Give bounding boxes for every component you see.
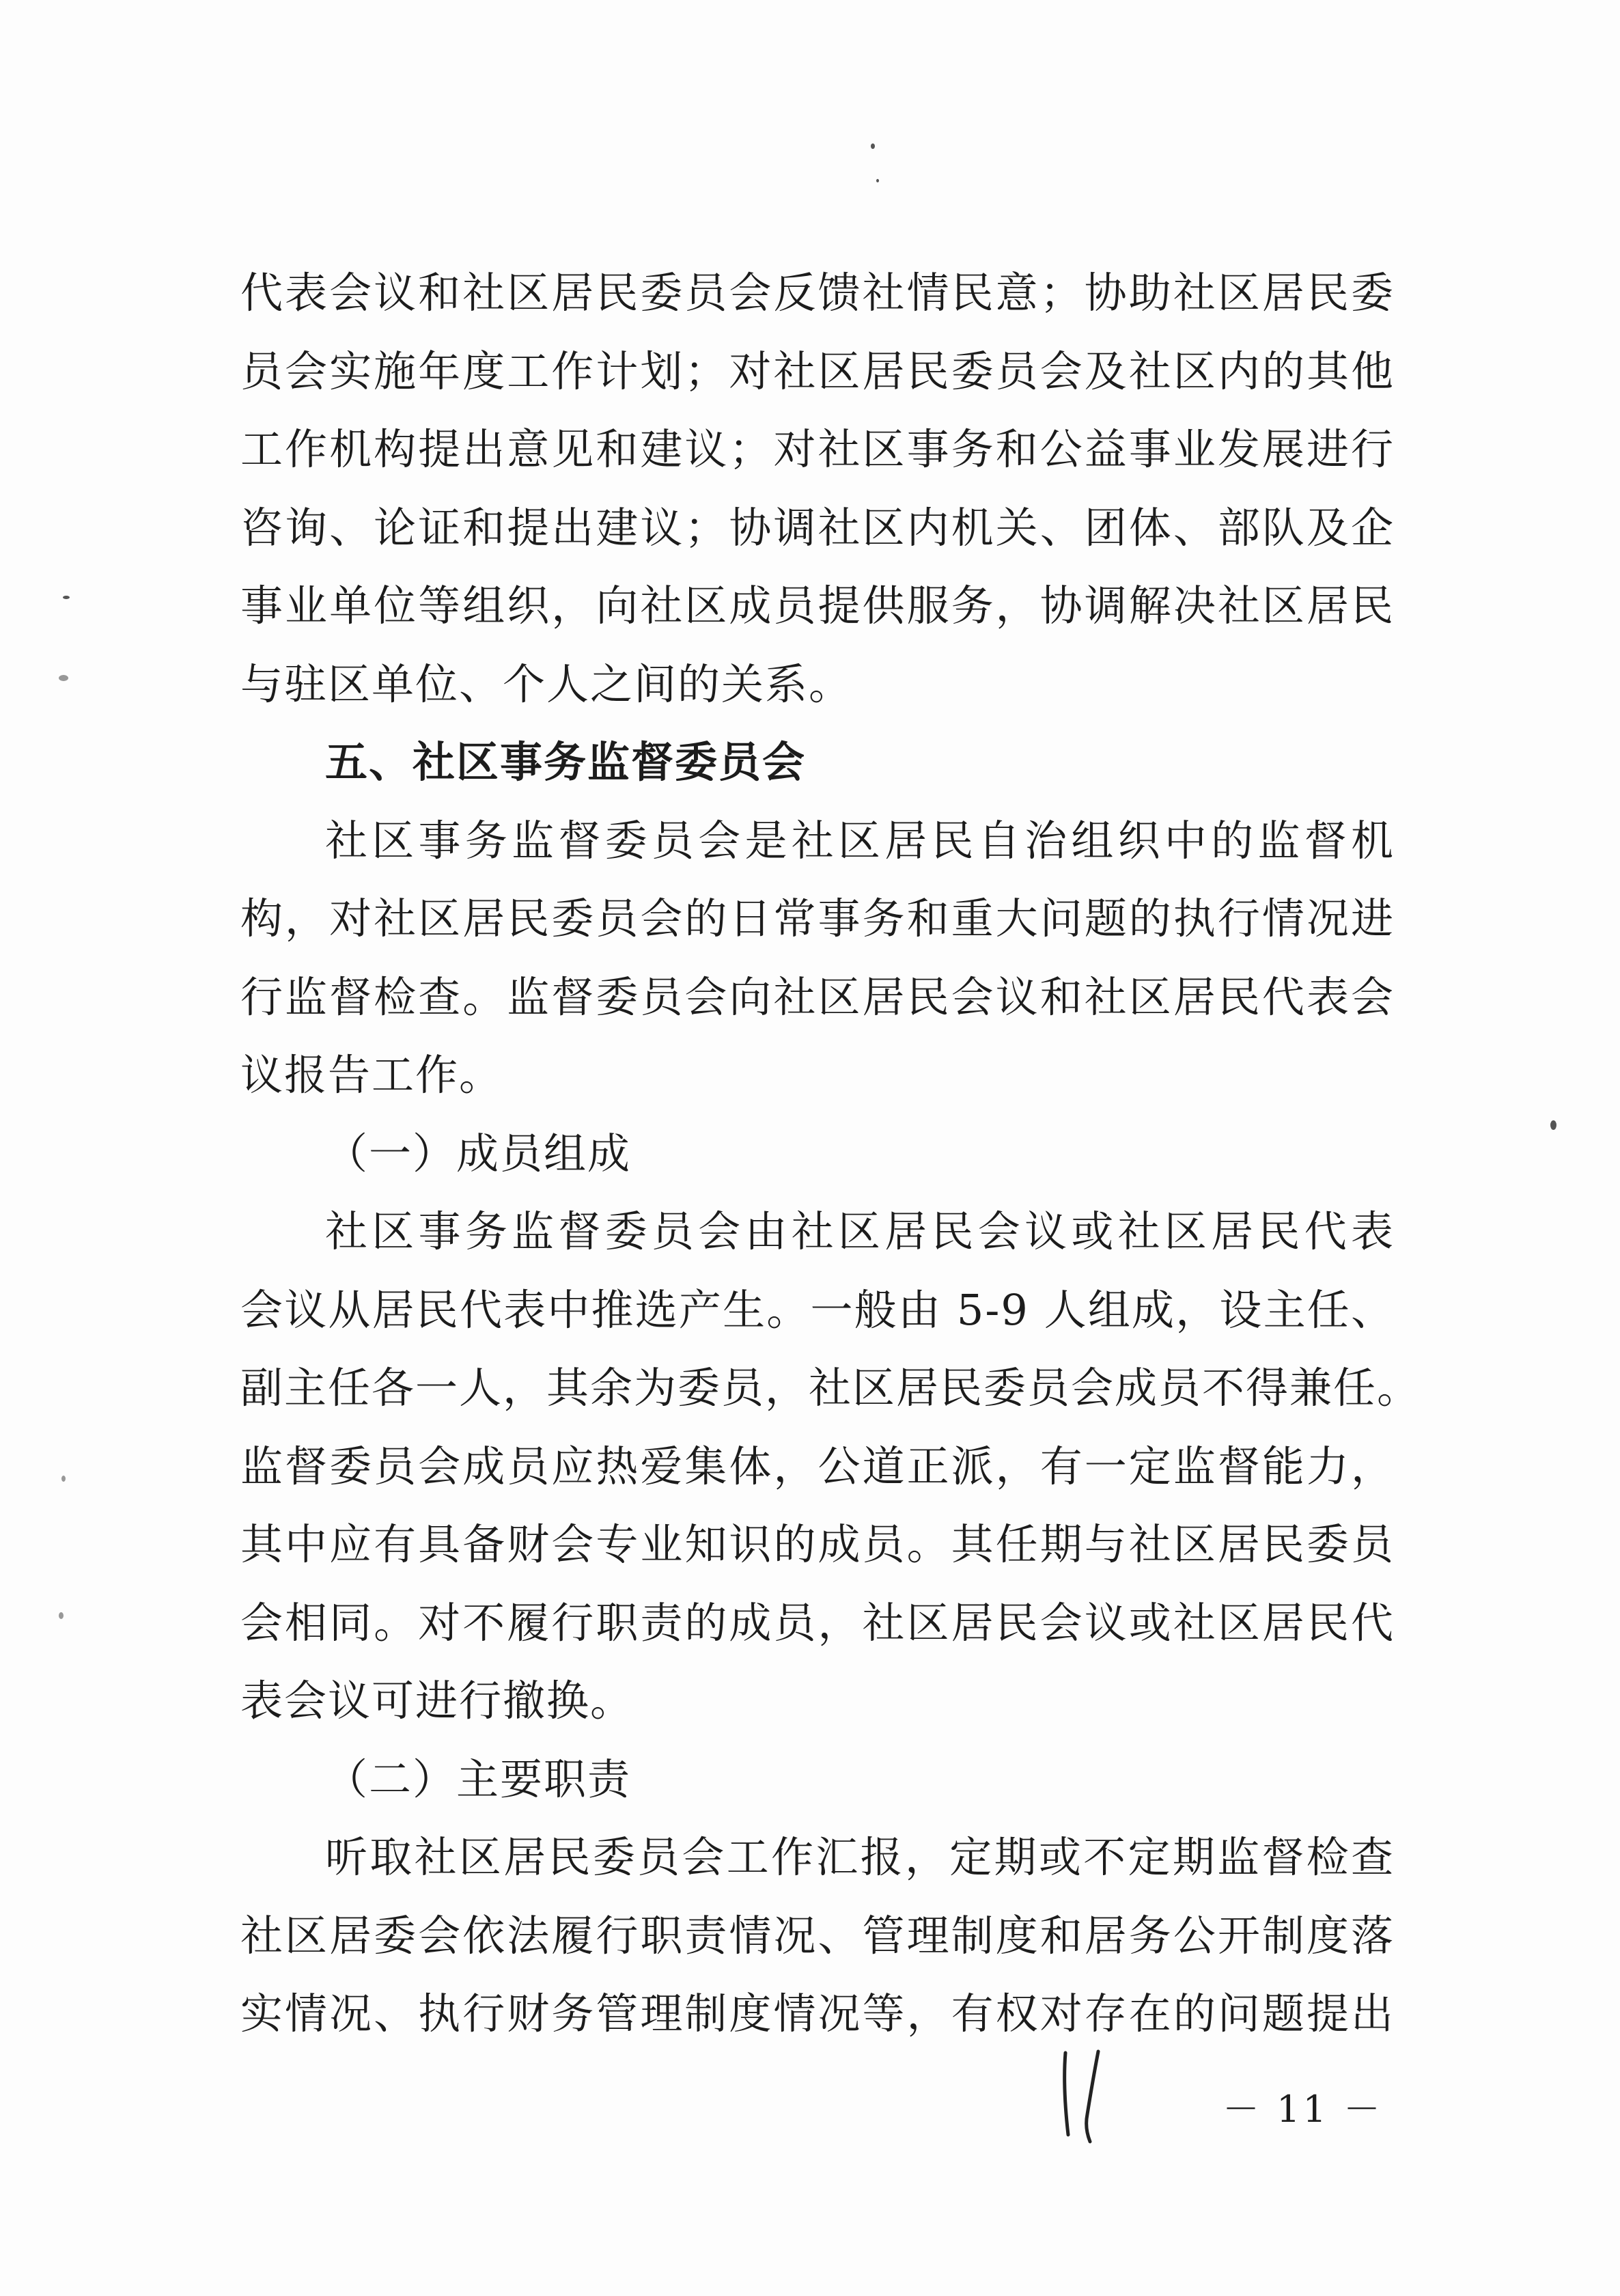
scan-speck [871,143,875,149]
body-line: 社区事务监督委员会是社区居民自治组织中的监督机 [325,815,1395,866]
body-line: 会议从居民代表中推选产生。一般由 5-9 人组成，设主任、 [240,1284,1395,1335]
body-line: 实情况、执行财务管理制度情况等，有权对存在的问题提出 [240,1989,1395,2038]
body-line: 听取社区居民委员会工作汇报，定期或不定期监督检查 [325,1832,1395,1882]
scan-speck [1550,1120,1556,1130]
page-number: － 11 － [1223,2088,1384,2131]
document-body [240,254,1421,2053]
body-line: 员会实施年度工作计划；对社区居民委员会及社区内的其他 [240,346,1395,396]
handwritten-note [1045,2039,1127,2148]
subsection-heading: （二）主要职责 [325,1754,632,1804]
scan-speck [59,1612,64,1619]
scan-speck [876,179,879,182]
body-line: 表会议可进行撤换。 [240,1676,634,1726]
section-heading: 五、社区事务监督委员会 [325,737,807,787]
scan-speck [61,1476,66,1482]
body-line: 代表会议和社区居民委员会反馈社情民意；协助社区居民委 [240,268,1395,318]
body-line: 工作机构提出意见和建议；对社区事务和公益事业发展进行 [240,424,1395,474]
body-line: 咨询、论证和提出建议；协调社区内机关、团体、部队及企 [240,502,1395,553]
scan-speck [63,596,70,599]
body-line: 监督委员会成员应热爱集体，公道正派，有一定监督能力， [240,1441,1395,1491]
body-line: 其中应有具备财会专业知识的成员。其任期与社区居民委员 [240,1519,1395,1569]
body-line: 与驻区单位、个人之间的关系。 [240,659,853,709]
body-line: 事业单位等组织，向社区成员提供服务，协调解决社区居民 [240,581,1395,631]
body-line: 社区居委会依法履行职责情况、管理制度和居务公开制度落 [240,1910,1395,1961]
scan-speck [59,675,68,681]
body-line: 构，对社区居民委员会的日常事务和重大问题的执行情况进 [240,894,1395,943]
body-line: 会相同。对不履行职责的成员，社区居民会议或社区居民代 [240,1597,1395,1648]
subsection-heading: （一）成员组成 [325,1128,632,1178]
body-line: 行监督检查。监督委员会向社区居民会议和社区居民代表会 [240,971,1395,1022]
body-line: 社区事务监督委员会由社区居民会议或社区居民代表 [325,1206,1395,1256]
body-line: 副主任各一人，其余为委员，社区居民委员会成员不得兼任。 [240,1363,1421,1413]
body-line: 议报告工作。 [240,1050,503,1100]
